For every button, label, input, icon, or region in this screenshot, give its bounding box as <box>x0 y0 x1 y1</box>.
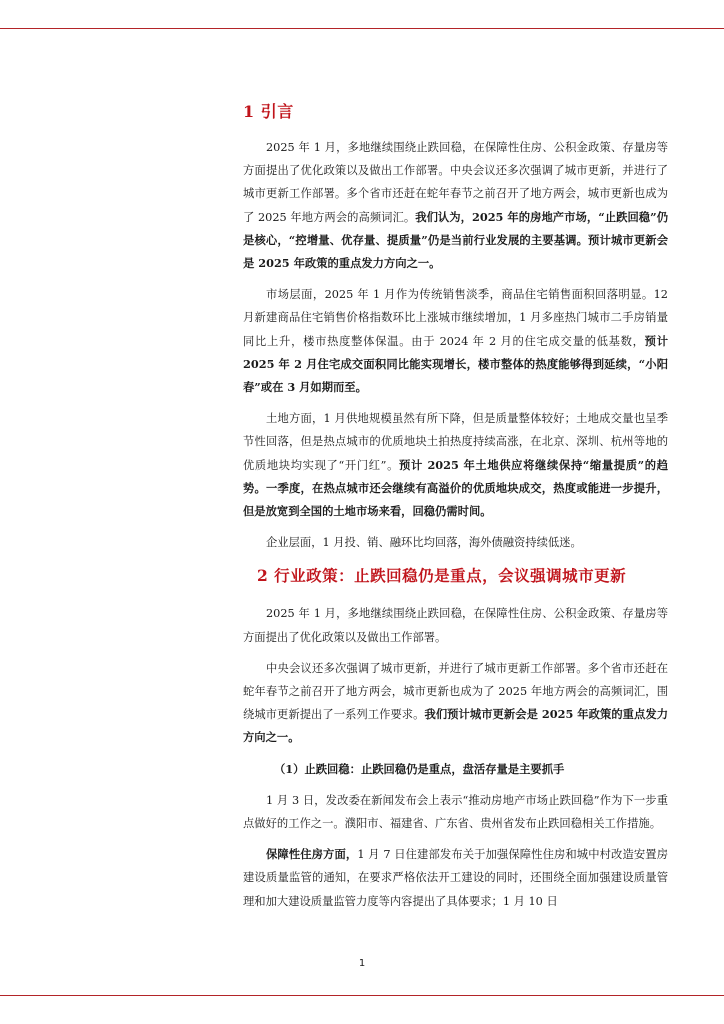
body-text: 土地方面，1 月供地规模虽然有所下降，但是质量整体较好；土地成交量也呈季节性回落，但是热点城市的优质地块土拍热度持续高涨，在北京、深圳、杭州等地的优质地块均实现了“开门红”。 <box>243 412 668 472</box>
body-paragraph <box>243 843 668 913</box>
body-paragraph <box>243 136 668 275</box>
emphasis-text: 预计 2025 年 2 月住宅成交面积同比能实现增长，楼市整体的热度能够得到延续，“小阳春”或在 3 月如期而至。 <box>243 333 668 395</box>
body-paragraph <box>243 657 668 750</box>
subsection-1-heading: （1）止跌回稳：止跌回稳仍是重点，盘活存量是主要抓手 <box>274 761 565 776</box>
body-paragraph <box>243 531 668 554</box>
body-text: 2025 年 1 月，多地继续围绕止跌回稳，在保障性住房、公积金政策、存量房等方面提出了优化政策以及做出工作部署。 <box>243 607 668 644</box>
emphasis-text: 保障性住房方面， <box>266 847 358 862</box>
emphasis-text: 我们认为，2025 年的房地产市场，“止跌回稳”仍是核心，“控增量、优存量、提质量”仍是当前行业发展的主要基调。预计城市更新会是 2025 年政策的重点发力方向之一。 <box>243 209 668 271</box>
body-text: 1 月 7 日住建部发布关于加强保障性住房和城中村改造安置房建设质量监管的通知，在要求严格依法开工建设的同时，还围绕全面加强建设质量管理和加大建设质量监管力度等内容提出了具体要求；1 月 10 日 <box>243 848 668 908</box>
page-number: 1 <box>358 958 366 969</box>
section-1-heading: 1 引言 <box>243 102 294 121</box>
section-2-heading: 2 行业政策：止跌回稳仍是重点，会议强调城市更新 <box>257 566 627 586</box>
top-red-rule <box>0 28 724 29</box>
body-text: 中央会议还多次强调了城市更新，并进行了城市更新工作部署。多个省市还赶在蛇年春节之前召开了地方两会，城市更新也成为了 2025 年地方两会的高频词汇，围绕城市更新提出了一系列工作要求。 <box>243 661 668 722</box>
body-paragraph <box>243 283 668 399</box>
body-text: 企业层面，1 月投、销、融环比均回落，海外债融资持续低迷。 <box>266 536 582 550</box>
bottom-red-rule <box>0 995 724 996</box>
report-body <box>243 100 668 921</box>
body-text: 1 月 3 日，发改委在新闻发布会上表示“推动房地产市场止跌回稳”作为下一步重点做好的工作之一。濮阳市、福建省、广东省、贵州省发布止跌回稳相关工作措施。 <box>243 793 668 831</box>
section-2-subsection-body <box>243 789 668 913</box>
body-text: 市场层面，2025 年 1 月作为传统销售淡季，商品住宅销售面积回落明显。12 月新建商品住宅销售价格指数环比上涨城市继续增加，1 月多座热门城市二手房销量同比上升，楼市热度整体保温。由于 2024 年 2 月的住宅成交量的低基数， <box>243 288 668 348</box>
body-paragraph <box>243 602 668 648</box>
emphasis-text: 我们预计城市更新会是 2025 年政策的重点发力方向之一。 <box>243 707 668 745</box>
section-2-intro <box>243 602 668 749</box>
section-1-body <box>243 136 668 554</box>
body-text: 2025 年 1 月，多地继续围绕止跌回稳，在保障性住房、公积金政策、存量房等方面提出了优化政策以及做出工作部署。中央会议还多次强调了城市更新，并进行了城市更新工作部署。多个省市还赶在蛇年春节之前召开了地方两会，城市更新也成为了 2025 年地方两会的高频词汇。 <box>243 141 668 224</box>
emphasis-text: 预计 2025 年土地供应将继续保持“缩量提质”的趋势。一季度，在热点城市还会继续有高溢价的优质地块成交，热度或能进一步提升，但是放宽到全国的土地市场来看，回稳仍需时间。 <box>243 457 668 519</box>
body-paragraph <box>243 407 668 523</box>
body-paragraph <box>243 789 668 835</box>
